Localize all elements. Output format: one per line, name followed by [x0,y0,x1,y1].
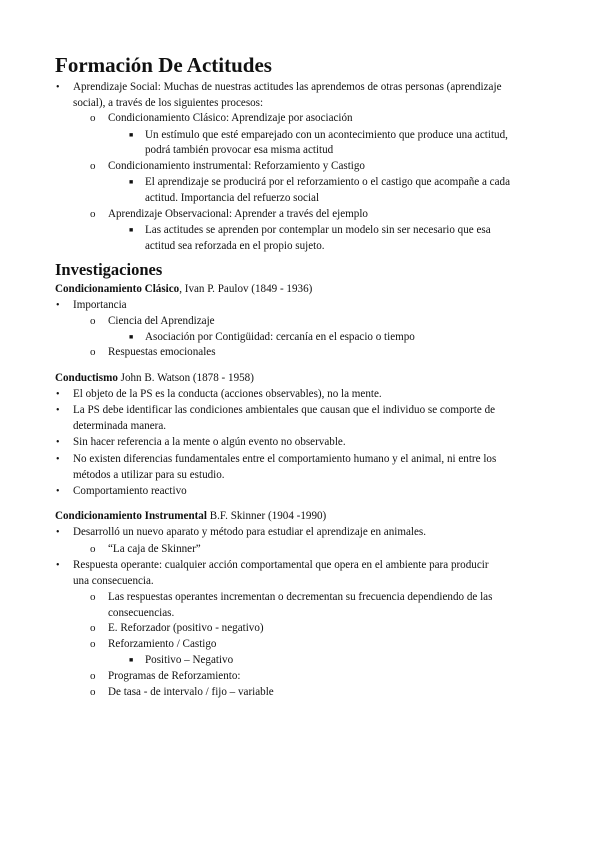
process-clasico-desc-2: podrá también provocar esa misma actitud [145,144,334,156]
sub-bullet-icon: o [90,112,96,124]
sub-bullet-icon: o [90,160,96,172]
bullet-icon: • [56,437,60,448]
bullet-icon: • [56,560,60,571]
instrumental-item-1: Desarrolló un nuevo aparato y método para estudiar el aprendizaje en animales. [73,526,427,538]
clasico-importancia: Importancia [73,299,127,311]
intro-line-1: Aprendizaje Social: Muchas de nuestras actitudes las aprendemos de otras personas (aprendizaje [73,81,502,93]
clasico-label: Condicionamiento Clásico [55,283,180,295]
instrumental-programas: Programas de Reforzamiento: [108,670,241,682]
square-bullet-icon: ■ [129,333,134,341]
instrumental-reforzador: E. Reforzador (positivo - negativo) [108,622,264,634]
process-instrumental-desc-1: El aprendizaje se producirá por el reforzamiento o el castigo que acompañe a cada [145,176,510,188]
sub-bullet-icon: o [90,543,96,555]
square-bullet-icon: ■ [129,131,134,139]
instrumental-positivo-negativo: Positivo – Negativo [145,654,234,666]
process-observacional: Aprendizaje Observacional: Aprender a través del ejemplo [108,208,368,220]
bullet-icon: • [56,82,60,93]
sub-bullet-icon: o [90,315,96,327]
instrumental-item-2-line-2: una consecuencia. [73,575,154,587]
sub-bullet-icon: o [90,670,96,682]
instrumental-label: Condicionamiento Instrumental [55,510,207,522]
bullet-icon: • [56,389,60,400]
conductismo-item-1: El objeto de la PS es la conducta (acciones observables), no la mente. [73,388,382,400]
conductismo-label: Conductismo [55,372,118,384]
process-clasico-desc-1: Un estímulo que esté emparejado con un acontecimiento que produce una actitud, [145,129,508,141]
instrumental-reforzamiento: Reforzamiento / Castigo [108,638,217,650]
sub-bullet-icon: o [90,622,96,634]
section-heading-investigaciones: Investigaciones [55,260,163,279]
conductismo-item-2-line-2: determinada manera. [73,420,167,432]
process-clasico: Condicionamiento Clásico: Aprendizaje por asociación [108,112,353,124]
conductismo-heading [55,371,254,387]
process-instrumental: Condicionamiento instrumental: Reforzamiento y Castigo [108,160,365,172]
conductismo-item-4-line-2: métodos a utilizar para su estudio. [73,469,225,481]
conductismo-item-2-line-1: La PS debe identificar las condiciones ambientales que causan que el individuo se comporte de [73,404,496,416]
sub-bullet-icon: o [90,208,96,220]
bullet-icon: • [56,527,60,538]
conductismo-item-4-line-1: No existen diferencias fundamentales entre el comportamiento humano y el animal, ni entre los [73,453,497,465]
conductismo-author: John B. Watson (1878 - 1958) [117,372,254,384]
clasico-ciencia: Ciencia del Aprendizaje [108,315,215,327]
sub-bullet-icon: o [90,686,96,698]
instrumental-tasa: De tasa - de intervalo / fijo – variable [108,686,274,698]
process-instrumental-desc-2: actitud. Importancia del refuerzo social [145,192,320,204]
conductismo-item-5: Comportamiento reactivo [73,485,187,497]
instrumental-caja: “La caja de Skinner” [108,543,201,555]
sub-bullet-icon: o [90,346,96,358]
clasico-contiguidad: Asociación por Contigüidad: cercanía en el espacio o tiempo [145,331,415,343]
clasico-heading [55,282,312,298]
bullet-icon: • [56,405,60,416]
bullet-icon: • [56,300,60,311]
instrumental-item-2-line-1: Respuesta operante: cualquier acción comportamental que opera en el ambiente para producir [73,559,489,571]
sub-bullet-icon: o [90,638,96,650]
bullet-icon: • [56,454,60,465]
clasico-author: , Ivan P. Paulov (1849 - 1936) [179,283,313,295]
page-title: Formación De Actitudes [55,53,272,77]
conductismo-item-3: Sin hacer referencia a la mente o algún evento no observable. [73,436,346,448]
instrumental-author: B.F. Skinner (1904 -1990) [206,510,327,522]
square-bullet-icon: ■ [129,226,134,234]
intro-line-2: social), a través de los siguientes procesos: [73,97,264,109]
square-bullet-icon: ■ [129,178,134,186]
clasico-respuestas: Respuestas emocionales [108,346,216,358]
instrumental-operantes-line-2: consecuencias. [108,607,175,619]
sub-bullet-icon: o [90,591,96,603]
square-bullet-icon: ■ [129,656,134,664]
bullet-icon: • [56,486,60,497]
process-observacional-desc-2: actitud sea reforzada en el propio sujeto. [145,240,325,252]
instrumental-heading [55,509,326,525]
instrumental-operantes-line-1: Las respuestas operantes incrementan o decrementan su frecuencia dependiendo de las [108,591,493,603]
process-observacional-desc-1: Las actitudes se aprenden por contemplar un modelo sin ser necesario que esa [145,224,491,236]
